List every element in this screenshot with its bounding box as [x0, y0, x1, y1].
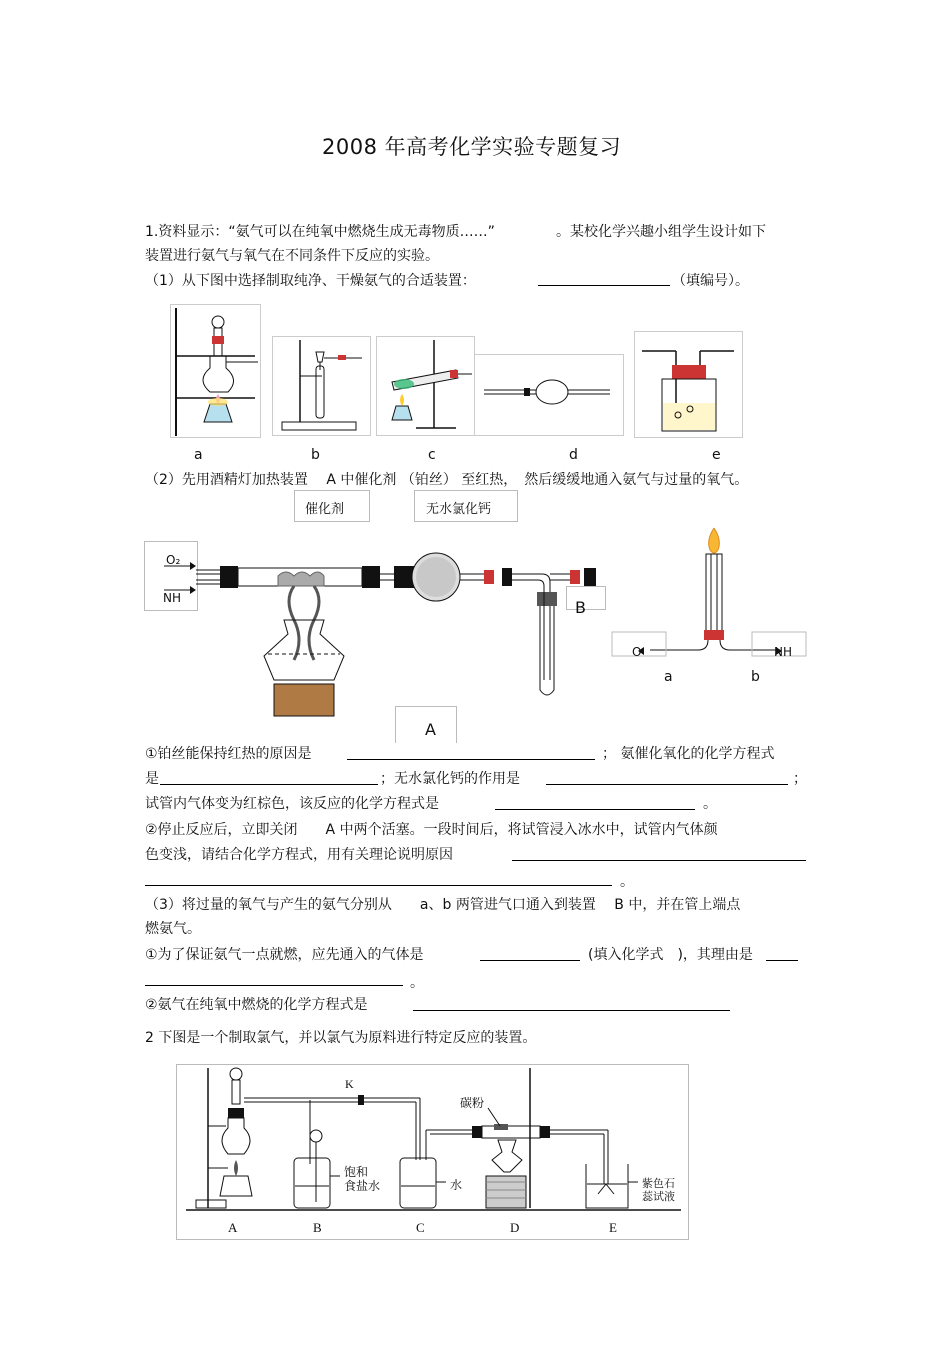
s2-text-b: 色变浅，请结合化学方程式，用有关理论说明原因 [145, 847, 453, 863]
label-inlet-a: a [664, 669, 673, 685]
label-anhydrous-cacl2: 无水氯化钙 [426, 502, 492, 517]
chlorine-apparatus-drawing [176, 1064, 690, 1240]
fig3-label-a: A [228, 1220, 238, 1235]
q1-part2-text: （2）先用酒精灯加热装置 A 中催化剂 （铂丝） 至红热， 然后缓缓地通入氨气与过量的氧气。 [145, 472, 749, 488]
answer-blank-5[interactable] [495, 809, 695, 810]
label-nh-inlet: NH [163, 591, 181, 605]
answer-blank-6[interactable] [512, 860, 806, 861]
p3-1-end: 。 [410, 975, 424, 991]
apparatus-label-a: a [194, 447, 203, 463]
apparatus-a-flask-with-burner [170, 304, 262, 438]
apparatus-c-heated-test-tube [376, 336, 476, 436]
label-right-nh: NH [774, 645, 792, 659]
label-o2-inlet: O₂ [166, 553, 181, 567]
q2-text: 2 下图是一个制取氯气，并以氯气为原料进行特定反应的装置。 [145, 1030, 537, 1046]
label-saturated-brine [344, 1165, 380, 1193]
answer-blank-10[interactable] [413, 1010, 730, 1011]
s2-text-a: ②停止反应后，立即关闭 A 中两个活塞。一段时间后，将试管浸入冰水中，试管内气体颜 [145, 822, 718, 838]
answer-blank-3[interactable] [160, 784, 378, 785]
fig3-label-d: D [510, 1220, 520, 1235]
fig3-label-c: C [416, 1220, 425, 1235]
s1-text-b: ； 氨催化氧化的化学方程式 [602, 746, 775, 762]
apparatus-label-d: d [569, 447, 578, 463]
q1-part1-prompt: （1）从下图中选择制取纯净、干燥氨气的合适装置： [145, 273, 476, 289]
apparatus-d-drying-tube [474, 354, 624, 436]
label-a-box: A [425, 720, 436, 739]
answer-blank-7[interactable] [145, 885, 612, 886]
label-b-box: B [575, 598, 586, 617]
label-right-o: O [632, 645, 642, 659]
answer-blank-8[interactable] [480, 960, 580, 961]
apparatus-e-gas-washing-bottle [634, 331, 744, 438]
apparatus-label-b: b [311, 447, 320, 463]
s2-end: 。 [620, 874, 634, 890]
p3-1-text-b: (填入化学式 )，其理由是 [588, 947, 753, 963]
s1-text-g: 。 [703, 796, 717, 812]
label-litmus [642, 1177, 675, 1203]
s1-text-d: ；无水氯化钙的作用是 [380, 771, 520, 787]
q1-part3-text-a: （3）将过量的氧气与产生的氨气分别从 a、b 两管进气口通入到装置 B 中，并在管上端点 [145, 897, 741, 913]
fig3-label-b: B [313, 1220, 322, 1235]
label-litmus-line1: 紫色石 [642, 1177, 675, 1190]
label-brine-line2: 食盐水 [344, 1179, 381, 1193]
p3-1-text-a: ①为了保证氨气一点就燃，应先通入的气体是 [145, 947, 424, 963]
answer-blank-9a[interactable] [766, 960, 798, 961]
apparatus-b-test-tube-stand [272, 336, 372, 436]
label-inlet-b: b [751, 669, 760, 685]
s1-text-c: 是 [145, 771, 159, 787]
s1-text-e: ； [793, 771, 807, 787]
q1-line1a: 1.资料显示：“氨气可以在纯氧中燃烧生成无毒物质……” [145, 224, 495, 240]
label-catalyst: 催化剂 [305, 502, 345, 517]
p3-2-text: ②氨气在纯氧中燃烧的化学方程式是 [145, 997, 368, 1013]
apparatus-label-e: e [712, 447, 721, 463]
answer-blank-9b[interactable] [145, 985, 403, 986]
label-brine-line1: 饱和 [344, 1165, 369, 1179]
fig3-label-e: E [609, 1220, 617, 1235]
answer-blank-1[interactable] [538, 285, 670, 286]
q1-line1b: 。某校化学兴趣小组学生设计如下 [556, 224, 766, 240]
q1-part3-text-b: 燃氨气。 [145, 921, 201, 937]
answer-blank-2[interactable] [347, 759, 595, 760]
apparatus-a-b-assembly [144, 530, 624, 720]
label-litmus-line2: 蕊试液 [642, 1190, 675, 1203]
page-title: 2008 年高考化学实验专题复习 [322, 135, 622, 159]
label-water: 水 [450, 1178, 463, 1192]
s1-text-f: 试管内气体变为红棕色，该反应的化学方程式是 [145, 796, 439, 812]
answer-blank-4[interactable] [546, 784, 788, 785]
apparatus-label-c: c [428, 447, 436, 463]
apparatus-b-burner-tube [610, 526, 810, 660]
label-k-valve: K [345, 1077, 354, 1091]
label-carbon-powder: 碳粉 [460, 1096, 485, 1110]
s1-text-a: ①铂丝能保持红热的原因是 [145, 746, 312, 762]
q1-line2: 装置进行氨气与氧气在不同条件下反应的实验。 [145, 248, 439, 264]
q1-part1-suffix: （填编号）。 [672, 273, 749, 289]
